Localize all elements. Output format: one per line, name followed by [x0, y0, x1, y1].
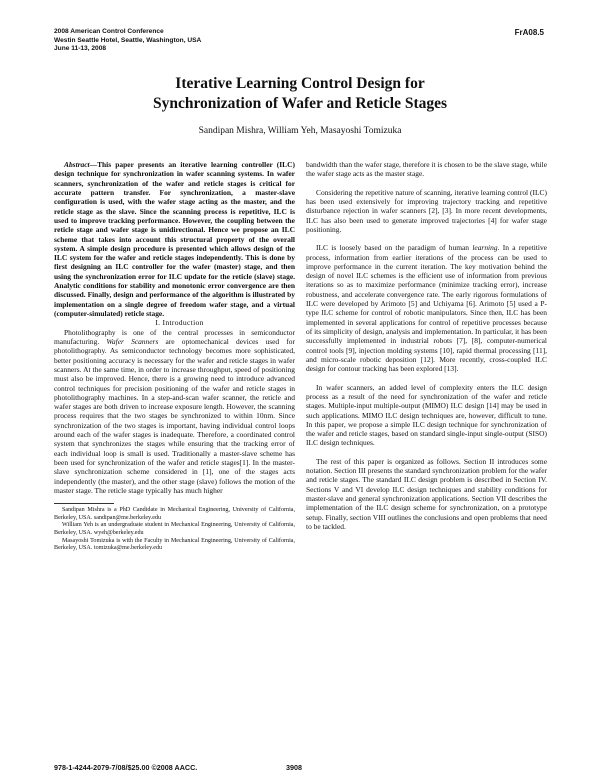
paragraph-organization: The rest of this paper is organized as follows. Section II introduces some notation. Section III presents the standard synchronization problem for the wafer and reticle stages. The standard ILC design problem is described in Section IV. Sections V and VI develop ILC design techniques and stability conditions for master-slave and general synchronization applications. Section VII describes the implementation of the ILC design scheme for synchronization, on a prototype setup. Finally, section VIII outlines the conclusions and open problems that need to be tackled.: [306, 456, 547, 531]
copyright-footer: 978-1-4244-2079-7/08/$25.00 ©2008 AACC.: [54, 763, 198, 772]
ilc-text-a: ILC is loosely based on the paradigm of human: [316, 243, 473, 253]
left-column: [54, 160, 295, 553]
ilc-emphasis: learning: [472, 243, 498, 253]
conference-dates: June 11-13, 2008: [54, 45, 107, 53]
conference-venue: Westin Seattle Hotel, Seattle, Washington, USA: [54, 36, 202, 44]
author-list: Sandipan Mishra, William Yeh, Masayoshi Tomizuka: [198, 126, 402, 136]
intro-paragraph: [54, 328, 295, 496]
title-line-1: Iterative Learning Control Design for: [175, 75, 425, 92]
intro-text-a: Photolithography is one of the central processes in semiconductor manufacturing.: [54, 327, 295, 346]
abstract-label: Abstract: [64, 160, 90, 169]
intro-emphasis: Wafer Scanners: [106, 336, 159, 346]
ilc-text-c: . In a repetitive process, information from earlier iterations of the process can be used to improve performance in the current iteration. The key motivation behind the design of novel ILC schemes is the efficient use of information from previous iterations so as to maximize performance (minimize tracking error), increase robustness, and accelerate convergence rate. The early rigorous formulations of ILC were developed by Arimoto [5] and Uchiyama [6]. Arimoto [5] used a P-type ILC scheme for control of robotic manipulators. Since then, ILC has been implemented in several applications for control of repetitive processes because of its simplicity of design, analysis and implementation. In particular, it has been successfully implemented in industrial robots [7], [8], computer-numerical control tools [9], injection molding systems [10], rapid thermal processing [11], and micro-scale robotic deposition [12]. More recently, cross-coupled ILC design for contour tracking has been explored [13].: [306, 243, 547, 374]
right-column: [306, 160, 547, 531]
conference-header: [54, 28, 201, 54]
paper-title: [0, 74, 600, 114]
conference-name: 2008 American Control Conference: [54, 28, 164, 35]
paragraph-ilc-scanners: Considering the repetitive nature of scanning, iterative learning control (ILC) has been used extensively for improving trajectory tracking and repetitive disturbance rejection in wafer scanners [2], [3]. In more recent developments, ILC has also been used to generate improved trajectories [4] for wafer stage positioning.: [306, 187, 547, 234]
paragraph-continuation: bandwidth than the wafer stage, therefore it is chosen to be the slave stage, while the wafer stage acts as the master stage.: [306, 160, 547, 179]
page-number: 3908: [286, 763, 302, 772]
footnote-divider: [54, 503, 114, 504]
abstract: [54, 160, 295, 318]
footnote-1: Sandipan Mishra is a PhD Candidate in Mechanical Engineering, University of California, Berkeley, USA. sandipan@me.berkeley.edu: [54, 507, 295, 521]
title-line-2: Synchronization of Wafer and Reticle Stages: [152, 95, 448, 112]
footnote-2: William Yeh is an undergraduate student in Mechanical Engineering, University of California, Berkeley, USA. wyeh@berkeley.edu: [54, 522, 295, 537]
footnote-3: Masayoshi Tomizuka is with the Faculty in Mechanical Engineering, University of California, Berkeley, USA. tomizuka@me.berkeley.edu: [54, 537, 295, 552]
section-heading-introduction: I. Introduction: [155, 318, 204, 328]
paragraph-synchronization: In wafer scanners, an added level of complexity enters the ILC design process as a result of the need for synchronization of the wafer and reticle stages. Multiple-input multiple-output (MIMO) ILC design [14] may be used in such applications. MIMO ILC design techniques are, however, difficult to tune. In this paper, we propose a simple ILC design technique for synchronization of the wafer and reticle stages, based on standard single-input single-output (SISO) ILC design techniques.: [306, 382, 547, 448]
session-code: FrA08.5: [514, 28, 544, 37]
author-footnotes: [54, 507, 295, 553]
abstract-text: —This paper presents an iterative learning controller (ILC) design technique for synchronization in wafer scanning systems. In wafer scanners, synchronization of the wafer and reticle stages is critical for accurate pattern transfer. For synchronization, a master-slave configuration is used, with the wafer stage acting as the master, and the reticle stage as the slave. Since the scanning process is repetitive, ILC is used to improve tracking performance. However, the coupling between the reticle stage and wafer stage is unidirectional. Hence we propose an ILC scheme that takes into account this structural property of the overall system. A simple design procedure is presented which allows design of the ILC system for the wafer and reticle stages independently. This is done by first designing an ILC controller for the wafer (master) stage, and then using the synchronization error for ILC update for the reticle (slave) stage. Analytic conditions for stability and monotonic error convergence are then discussed. Finally, design and performance of the algorithm is illustrated by implementation on a single degree of freedom wafer stage, and a virtual (computer-simulated) reticle stage.: [54, 160, 295, 318]
paragraph-ilc-background: [306, 243, 547, 373]
intro-text-c: are optomechanical devices used for photolithography. As semiconductor technology becomes more sophisticated, better positioning accuracy is necessary for the wafer and reticle stages in wafer scanners. At the same time, in order to increase throughput, speed of positioning must also be improved. Hence, there is a growing need to introduce advanced control techniques for precision positioning of the wafer and reticle stages in photolithography machines. In a step-and-scan wafer scanner, the reticle and wafer stages are both driven to increase exposure length. However, the scanning process requires that the two stages be synchronized to within 10nm. Since synchronization of the two stages is important, having individual control loops around each of the wafer stages is inadequate. Therefore, a coordinated control system that synchronizes the stages while ensuring that the tracking error of each individual loop is small is used. Traditionally a master-slave scheme has been used for synchronization of the wafer and reticle stages[1]. In the master-slave synchronization scheme considered in [1], one of the stages acts independently (the master), and the other stage (slave) follows the motion of the master stage. The reticle stage typically has much higher: [54, 336, 295, 495]
